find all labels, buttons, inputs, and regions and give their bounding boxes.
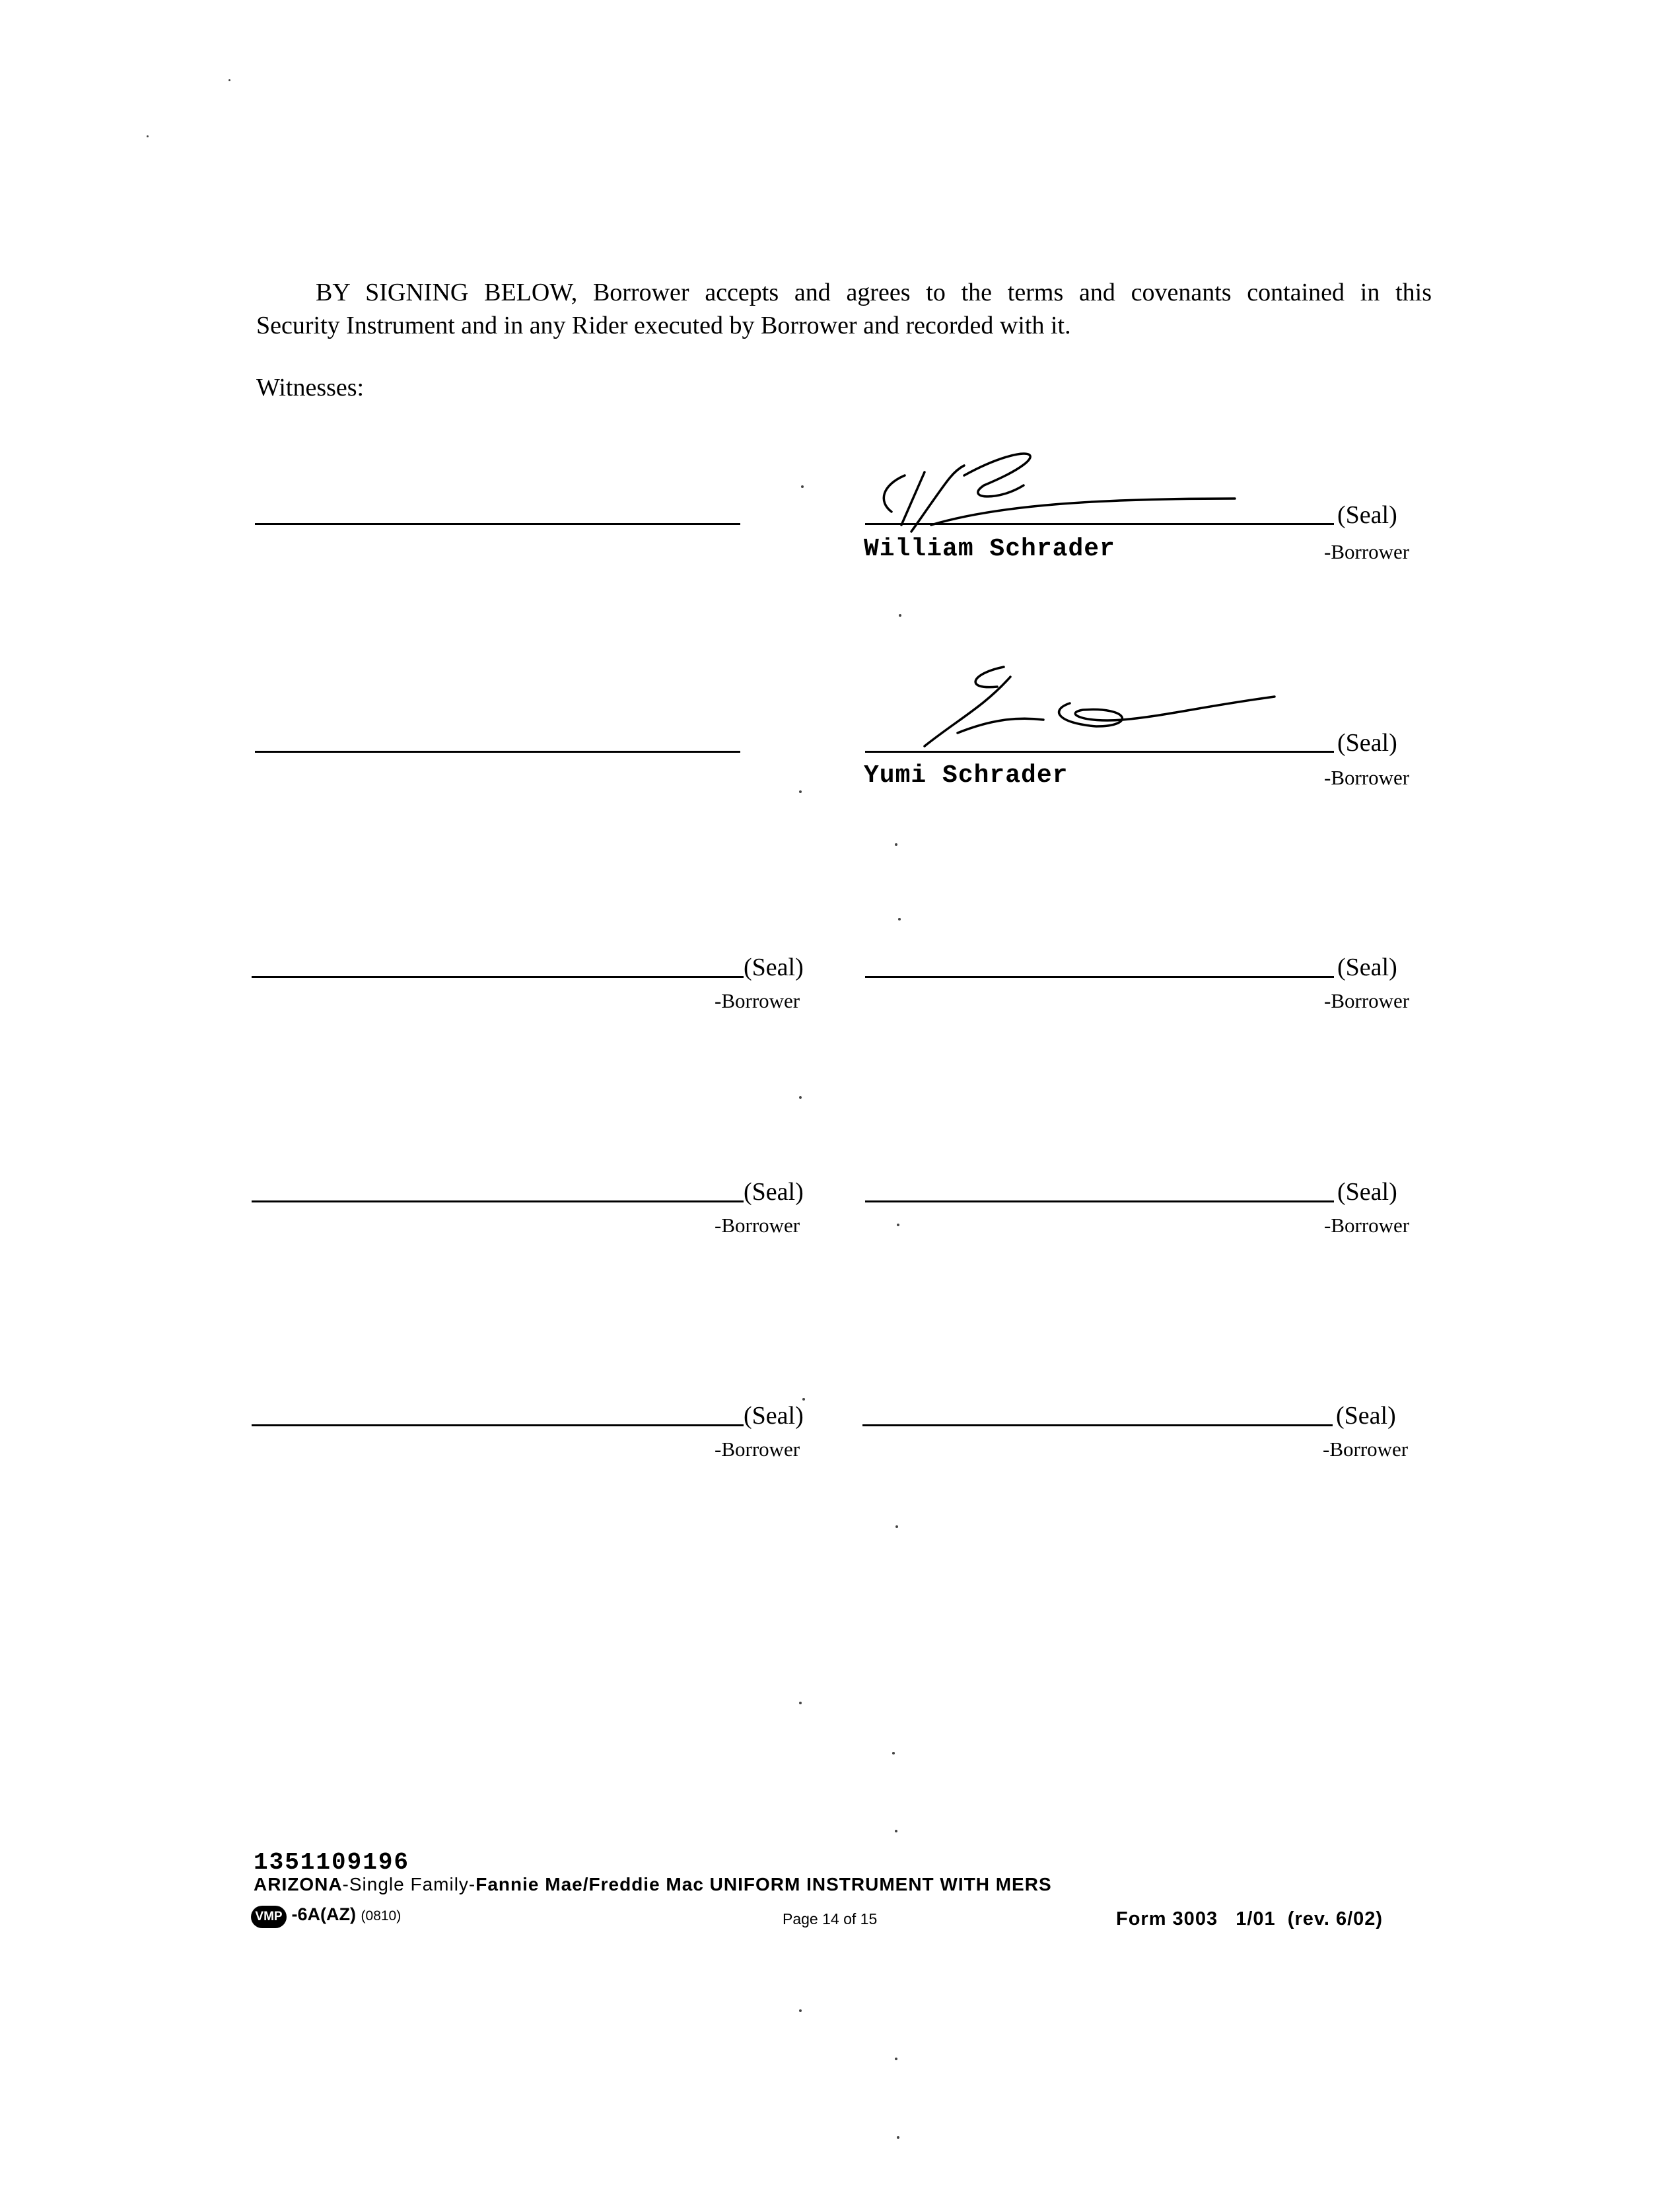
blank-seal-5: (Seal) <box>744 1178 804 1206</box>
scan-speck <box>799 1096 802 1099</box>
blank-borrower-label-4: -Borrower <box>1324 989 1410 1012</box>
blank-signature-line-7[interactable] <box>252 1424 744 1426</box>
scan-speck <box>801 485 804 488</box>
scan-speck <box>802 1398 805 1401</box>
scan-speck <box>898 918 901 920</box>
borrower-2-signature <box>885 654 1281 759</box>
blank-signature-line-4[interactable] <box>865 976 1334 978</box>
blank-borrower-label-8: -Borrower <box>1323 1438 1409 1461</box>
scan-speck <box>799 2009 802 2012</box>
page-number: Page 14 of 15 <box>783 1910 878 1927</box>
scan-speck <box>897 1224 899 1226</box>
form-title <box>254 1874 1052 1895</box>
blank-signature-line-8[interactable] <box>862 1424 1333 1426</box>
witnesses-label: Witnesses: <box>256 374 365 401</box>
scan-speck <box>895 1830 897 1832</box>
blank-seal-8: (Seal) <box>1336 1402 1396 1430</box>
scan-speck <box>895 2058 897 2060</box>
form-code: -6A(AZ) <box>291 1904 356 1924</box>
blank-seal-6: (Seal) <box>1337 1178 1397 1206</box>
borrower-1-label: -Borrower <box>1324 540 1410 563</box>
form-date: (0810) <box>361 1908 402 1924</box>
scan-speck <box>895 843 897 846</box>
intro-line-1: BY SIGNING BELOW, Borrower accepts and agrees to the terms and covenants contained in this <box>316 279 1432 306</box>
loan-number: 1351109196 <box>254 1849 410 1876</box>
vmp-logo: VMP <box>251 1906 287 1928</box>
scan-speck <box>799 790 802 793</box>
intro-paragraph <box>256 276 1432 342</box>
scan-speck <box>799 1702 802 1704</box>
form-title-instrument: Fannie Mae/Freddie Mac UNIFORM INSTRUMENT WITH MERS <box>475 1874 1052 1894</box>
scan-speck <box>897 2136 899 2139</box>
borrower-2-signature-line[interactable] <box>865 751 1334 753</box>
blank-borrower-label-6: -Borrower <box>1324 1214 1410 1237</box>
blank-signature-line-3[interactable] <box>252 976 744 978</box>
borrower-2-label: -Borrower <box>1324 766 1410 789</box>
blank-seal-3: (Seal) <box>744 954 804 981</box>
scan-speck <box>892 1752 895 1754</box>
scan-speck <box>147 135 149 137</box>
blank-borrower-label-7: -Borrower <box>715 1438 800 1461</box>
witness-line-2[interactable] <box>255 751 740 753</box>
blank-seal-4: (Seal) <box>1337 954 1397 981</box>
borrower-1-name: William Schrader <box>864 535 1115 563</box>
blank-borrower-label-5: -Borrower <box>715 1214 800 1237</box>
intro-line-2: Security Instrument and in any Rider executed by Borrower and recorded with it. <box>256 312 1071 339</box>
blank-signature-line-5[interactable] <box>252 1200 744 1202</box>
borrower-2-seal: (Seal) <box>1337 729 1397 757</box>
scan-speck <box>895 1525 898 1528</box>
blank-signature-line-6[interactable] <box>865 1200 1334 1202</box>
form-title-family: -Single Family- <box>342 1874 476 1894</box>
form-number: Form 3003 1/01 (rev. 6/02) <box>1116 1908 1383 1929</box>
blank-borrower-label-3: -Borrower <box>715 989 800 1012</box>
blank-seal-7: (Seal) <box>744 1402 804 1430</box>
form-id <box>251 1904 401 1928</box>
borrower-1-signature-line[interactable] <box>865 523 1334 525</box>
scan-speck <box>228 79 230 81</box>
borrower-2-name: Yumi Schrader <box>864 761 1068 790</box>
borrower-1-seal: (Seal) <box>1337 501 1397 529</box>
witness-line-1[interactable] <box>255 523 740 525</box>
scan-speck <box>899 614 901 617</box>
form-title-state: ARIZONA <box>254 1874 343 1894</box>
